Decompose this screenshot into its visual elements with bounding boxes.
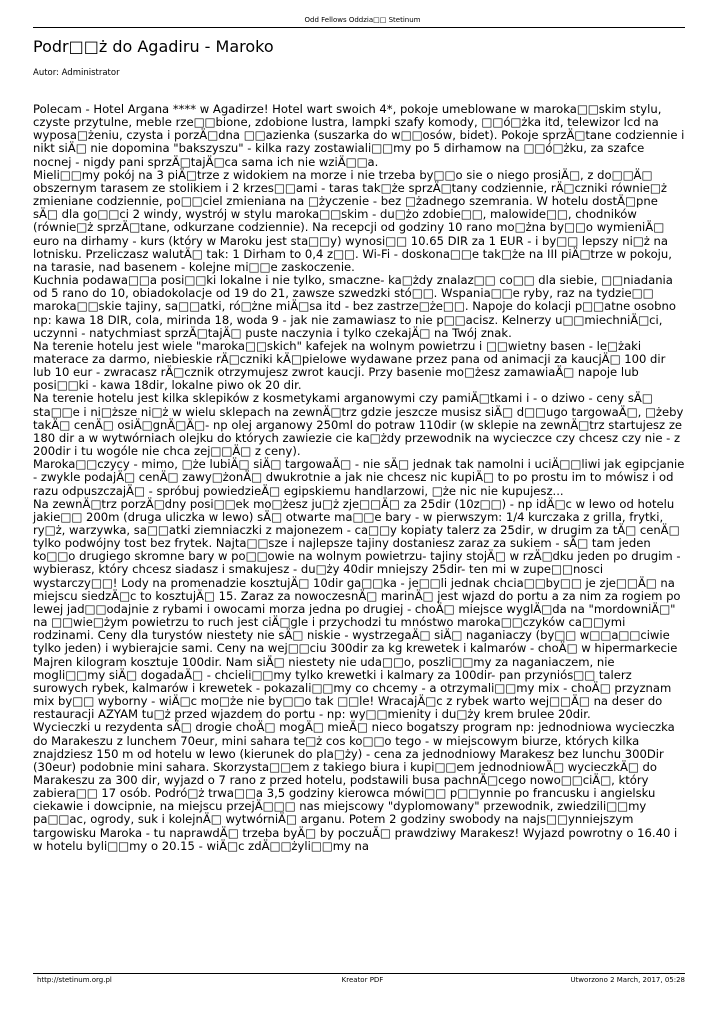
article-paragraph: Polecam - Hotel Argana **** w Agadirze! Hotel wart swoich 4*, pokoje umeblowane w maroka□□skim stylu, czyste przytulne, meble rze□□bione, zdobione lustra, lampki szafy komody, □□ó□żka itd, telewizor lcd na wyposa□żeniu, czysta i porzÄ□dna □□azienka (suszarka do w□□osów, bidet). Pokoje sprzÄ□tane codziennie i nikt siÄ□ nie dopomina "bakszyszu" - kilka razy zostawiali□□my po 5 dirhamow na □□ó□żku, za szafce nocnej - nigdy pani sprzÄ□tajÄ□ca sama ich nie wziÄ□□a.: [33, 102, 685, 169]
article-paragraph: Maroka□□czycy - mimo, □że lubiÄ□ siÄ□ targowaÄ□ - nie sÄ□ jednak tak namolni i uciÄ□□liwi jak egipcjanie - zwykle podajÄ□ cenÄ□ zawy□żonÄ□ dwukrotnie a jak nie chcesz nic kupiÄ□ to po prostu im to mówisz i od razu odpuszczajÄ□ - spróbuj powiedzieÄ□ egipskiemu handlarzowi, □że nic nie kupujesz...: [33, 457, 685, 498]
article-author: Autor: Administrator: [33, 68, 120, 78]
article-paragraph: Kuchnia podawa□□a posi□□ki lokalne i nie tylko, smaczne- ka□żdy znalaz□□ co□□ dla siebie, □□niadania od 5 rano do 10, obiadokolacje od 19 do 21, zawsze szwedzki stó□□. Wspania□□e ryby, raz na tydzie□□ maroka□□skie tajiny, sa□□atki, ró□żne miÄ□sa itd - bez zastrze□że□□. Napoje do kolacji p□□atne osobno np: kawa 18 DIR, cola, mirinda 18, woda 9 - jak nie zamawiasz to nie p□□acisz. Kelnerzy u□□miechniÄ□ci, uczynni - natychmiast sprzÄ□tajÄ□ puste naczynia i tylko czekajÄ□ na Twój znak.: [33, 273, 676, 340]
article-title: Podr□□ż do Agadiru - Maroko: [33, 37, 274, 56]
header-divider: [33, 27, 685, 28]
article-paragraph: Na zewnÄ□trz porzÄ□dny posi□□ek mo□żesz ju□ż zje□□Ä□ za 25dir (10z□□) - np idÄ□c w lewo od hotelu jakie□□ 200m (druga uliczka w lewo) sÄ□ otwarte ma□□e bary - w pierwszym: 1/4 kurczaka z grilla, frytki, ry□ż, warzywka, sa□□atki ziemniaczki z majonezem - ca□□y kopiaty talerz za 25dir, w drugim za tÄ□ cenÄ□ tylko podwójny tost bez frytek. Najta□□sze i najlepsze tajiny dostaniesz zaraz za sukiem - sÄ□ tam jeden ko□□o drugiego skromne bary w po□□owie na wolnym powietrzu- tajiny stojÄ□ w rzÄ□dku jeden po drugim - wybierasz, który chcesz siadasz i smakujesz - du□ży 40dir mniejszy 25dir- ten mi w zupe□□nosci wystarczy□□! Lody na promenadzie kosztujÄ□ 10dir ga□□ka - je□□li jednak chcia□□by□□ je zje□□Ä□ na miejscu siedzÄ□c to kosztujÄ□ 15. Zaraz za nowoczesnÄ□ marinÄ□ jest wjazd do portu a za nim za rogiem po lewej jad□□odajnie z rybami i owocami morza jedna po drugiej - choÄ□ miejsce wyglÄ□da na "mordowniÄ□" na □□wie□żym powietrzu to ruch jest ciÄ□gle i przychodzi tu mnóstwo maroka□□czyków ca□□ymi rodzinami. Ceny dla turystów niestety nie sÄ□ niskie - wystrzegaÄ□ siÄ□ naganiaczy (by□□ w□□a□□ciwie tylko jeden) i wybierajcie sami. Ceny na wej□□ciu 300dir za kg krewetek i kalmarów - choÄ□ w hipermarkecie Majren kilogram kosztuje 100dir. Nam siÄ□ niestety nie uda□□o, poszli□□my za naganiaczem, nie mogli□□my siÄ□ dogadaÄ□ - chcieli□□my tylko krewetki i kalmary za 100dir- pan przyniós□□ talerz surowych rybek, kalmarów i krewetek - pokazali□□my co chcemy - a otrzymali□□my mix - choÄ□ przyznam mix by□□ wyborny - wiÄ□c mo□że nie by□□o tak □□le! WracajÄ□c z rybek warto wej□□Ä□ na deser do restauracji AZYAM tu□ż przed wjazdem do portu - np: wy□□mienity i du□ży krem brulee 20dir.: [33, 496, 681, 722]
footer-created-date: Utworzono 2 March, 2017, 05:28: [570, 976, 685, 984]
article-paragraph: Na terenie hotelu jest kilka sklepików z kosmetykami arganowymi czy pamiÄ□tkami i - o dziwo - ceny sÄ□ sta□□e i ni□ższe ni□ż w wielu sklepach na zewnÄ□trz gdzie jeszcze musisz siÄ□ d□□ugo targowaÄ□, □żeby takÄ□ cenÄ□ osiÄ□gnÄ□Ä□- np olej arganowy 250ml do potraw 110dir (w sklepie na zewnÄ□trz startujesz ze 180 dir a w wytwórniach olejku do których zawiezie cie ka□żdy przewodnik na wycieczce czy chcesz czy nie - z 200dir i tu wogóle nie chca zej□□Ä□ z ceny).: [33, 391, 684, 459]
site-header-title: Odd Fellows Oddzia□□ Stetinum: [304, 16, 421, 24]
footer-url[interactable]: http://stetinum.org.pl: [37, 976, 112, 984]
article-paragraph: Wycieczki u rezydenta sÄ□ drogie choÄ□ mogÄ□ mieÄ□ nieco bogatszy program np: jednodniowa wycieczka do Marakeszu z lunchem 70eur, mini sahara te□ż cos ko□□o tego - w miejscowym biurze, których kilka znajdziesz 150 m od hotelu w lewo (kierunek do pla□ży) - cena za jednodniowy Marakesz bez lunchu 300Dir (30eur) podobnie mini sahara. Skorzysta□□em z takiego biura i kupi□□em jednodniowÄ□ wycieczkÄ□ do Marakeszu za 300 dir, wyjazd o 7 rano z przed hotelu, podstawili busa pachnÄ□cego nowo□□ciÄ□, który zabiera□□ 17 osób. Podró□ż trwa□□a 3,5 godziny kierowca mówi□□ p□□ynnie po francusku i angielsku ciekawie i dowcipnie, na miejscu przejÄ□□□ nas miejscowy "dyplomowany" przewodnik, zwiedzili□□my pa□□ac, ogrody, suk i kolejnÄ□ wytwórniÄ□ arganu. Potem 2 godziny swobody na najs□□ynniejszym targowisku Maroka - tu naprawdÄ□ trzeba byÄ□ by poczuÄ□ prawdziwy Marakesz! Wyjazd powrotny o 16.40 i w hotelu byli□□my o 20.15 - wiÄ□c zdÄ□□żyli□□my na: [33, 720, 678, 853]
footer-divider: [33, 973, 685, 974]
article-paragraph: Mieli□□my pokój na 3 piÄ□trze z widokiem na morze i nie trzeba by□□o sie o niego prosiÄ□, z do□□Ä□ obszernym tarasem ze stolikiem i 2 krzes□□ami - taras tak□że sprzÄ□tany codziennie, rÄ□czniki równie□ż zmieniane codziennie, po□□ciel zmieniana na □życzenie - bez □żadnego szemrania. W hotelu dostÄ□pne sÄ□ dla go□□ci 2 windy, wystrój w stylu maroka□□skim - du□żo zdobie□□, malowide□□, chodników (równie□ż sprzÄ□tane, odkurzane codziennie). Na recepcji od godziny 10 rano mo□żna by□□o wymieniÄ□ euro na dirhamy - kurs (który w Maroku jest sta□□y) wynosi□□ 10.65 DIR za 1 EUR - i by□□ lepszy ni□ż na lotnisku. Przeliczasz walutÄ□ tak: 1 Dirham to 0,4 z□□. Wi-Fi - doskona□□e tak□że na III piÄ□trze w pokoju, na tarasie, nad basenem - kolejne mi□□e zaskoczenie.: [33, 167, 672, 274]
article-paragraph: Na terenie hotelu jest wiele "maroka□□skich" kafejek na wolnym powietrzu i □□wietny basen - le□żaki materace za darmo, niebieskie rÄ□czniki kÄ□pielowe wydawane przez pana od animacji za kaucjÄ□ 100 dir lub 10 eur - zwracasz rÄ□cznik otrzymujesz zwrot kaucji. Przy basenie mo□żesz zamawiaÄ□ napoje lub posi□□ki - kawa 18dir, lokalne piwo ok 20 dir.: [33, 338, 666, 393]
footer-creator: Kreator PDF: [341, 976, 384, 984]
article-body: [33, 103, 685, 853]
